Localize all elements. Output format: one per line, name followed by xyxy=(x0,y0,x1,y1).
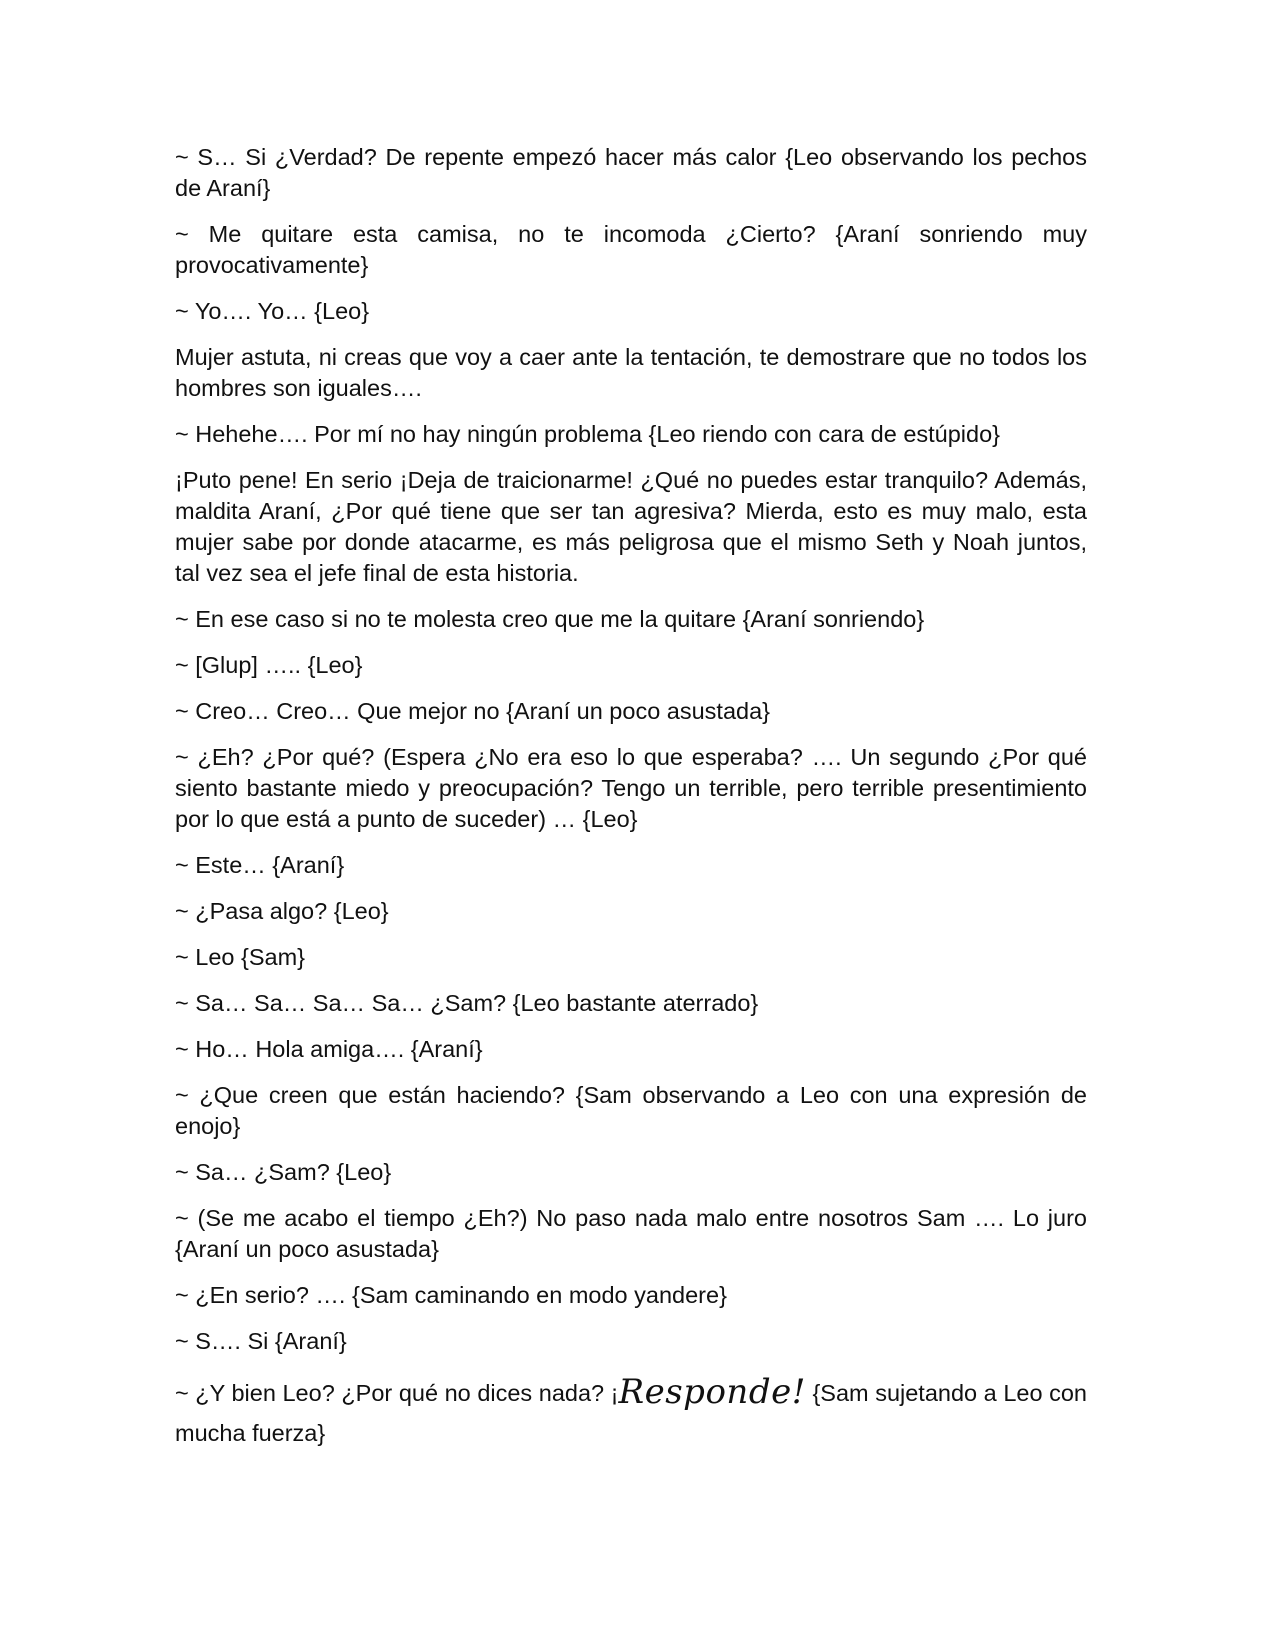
paragraph-9: ~ Creo… Creo… Que mejor no {Araní un poco asustada} xyxy=(175,698,771,724)
paragraph-2: ~ Me quitare esta camisa, no te incomoda ¿Cierto? {Araní sonriendo muy provocativamente} xyxy=(175,221,1087,278)
paragraph-10: ~ ¿Eh? ¿Por qué? (Espera ¿No era eso lo que esperaba? …. Un segundo ¿Por qué siento bastante miedo y preocupación? Tengo un terrible, pero terrible presentimiento por lo que está a punto de suceder) … {Leo} xyxy=(175,744,1087,832)
paragraph-14: ~ Sa… Sa… Sa… Sa… ¿Sam? {Leo bastante aterrado} xyxy=(175,990,759,1016)
paragraph-8: ~ [Glup] ….. {Leo} xyxy=(175,652,363,678)
paragraph-7: ~ En ese caso si no te molesta creo que me la quitare {Araní sonriendo} xyxy=(175,606,925,632)
paragraph-20: ~ S…. Si {Araní} xyxy=(175,1328,347,1354)
paragraph-21 xyxy=(175,1372,1087,1453)
paragraph-13: ~ Leo {Sam} xyxy=(175,944,306,970)
paragraph-15: ~ Ho… Hola amiga…. {Araní} xyxy=(175,1036,483,1062)
paragraph-21-after: {Sam sujetando a Leo con mucha fuerza} xyxy=(175,1380,1087,1446)
document-page xyxy=(175,142,1087,1468)
paragraph-3: ~ Yo…. Yo… {Leo} xyxy=(175,298,370,324)
paragraph-21-before: ~ ¿Y bien Leo? ¿Por qué no dices nada? ¡ xyxy=(175,1380,619,1406)
paragraph-17: ~ Sa… ¿Sam? {Leo} xyxy=(175,1159,392,1185)
paragraph-6: ¡Puto pene! En serio ¡Deja de traicionarme! ¿Qué no puedes estar tranquilo? Además, maldita Araní, ¿Por qué tiene que ser tan agresiva? Mierda, esto es muy malo, esta mujer sabe por donde atacarme, es más peligrosa que el mismo Seth y Noah juntos, tal vez sea el jefe final de esta historia. xyxy=(175,467,1087,586)
paragraph-11: ~ Este… {Araní} xyxy=(175,852,345,878)
paragraph-5: ~ Hehehe…. Por mí no hay ningún problema {Leo riendo con cara de estúpido} xyxy=(175,421,1001,447)
responde-shout: Responde! xyxy=(618,1372,806,1412)
paragraph-16: ~ ¿Que creen que están haciendo? {Sam observando a Leo con una expresión de enojo} xyxy=(175,1082,1087,1139)
paragraph-4: Mujer astuta, ni creas que voy a caer ante la tentación, te demostrare que no todos los hombres son iguales…. xyxy=(175,344,1087,401)
paragraph-19: ~ ¿En serio? …. {Sam caminando en modo yandere} xyxy=(175,1282,727,1308)
paragraph-18: ~ (Se me acabo el tiempo ¿Eh?) No paso nada malo entre nosotros Sam …. Lo juro {Araní un poco asustada} xyxy=(175,1205,1087,1262)
paragraph-12: ~ ¿Pasa algo? {Leo} xyxy=(175,898,389,924)
paragraph-1: ~ S… Si ¿Verdad? De repente empezó hacer más calor {Leo observando los pechos de Araní} xyxy=(175,144,1087,201)
